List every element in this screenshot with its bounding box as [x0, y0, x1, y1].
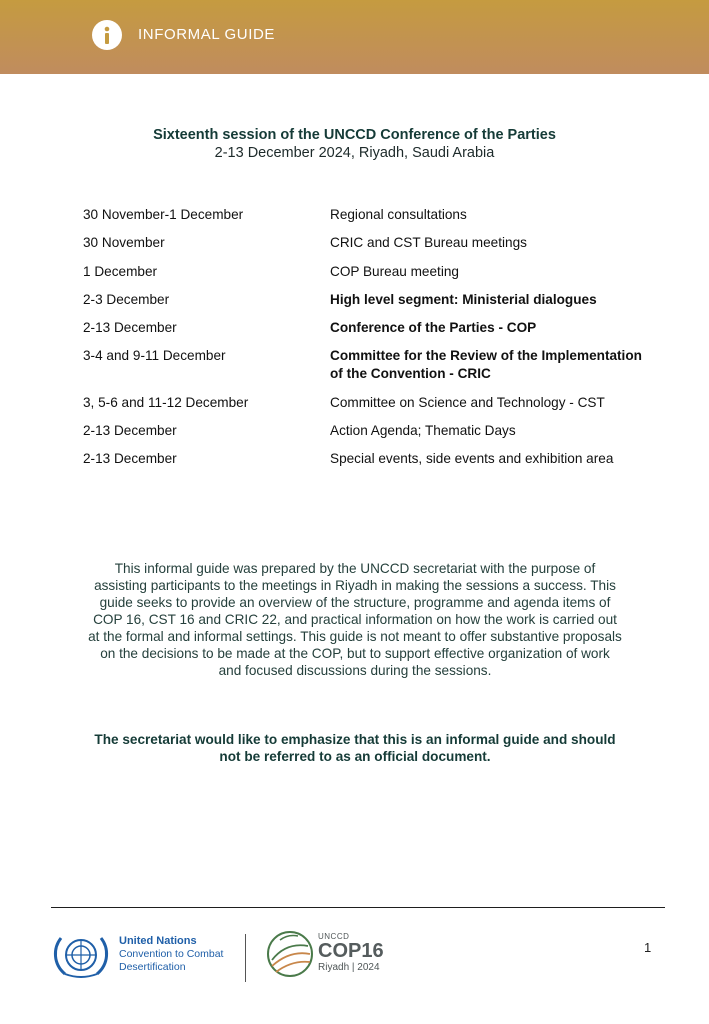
schedule-event: Committee for the Review of the Implementation of the Convention - CRIC — [330, 348, 642, 382]
schedule-date: 2-13 December — [83, 320, 177, 336]
schedule-row — [83, 347, 663, 383]
header-banner — [0, 0, 709, 74]
schedule-row — [83, 291, 663, 309]
session-dates: 2-13 December 2024, Riyadh, Saudi Arabia — [214, 145, 495, 161]
schedule-event: Special events, side events and exhibition area — [330, 451, 614, 467]
schedule-row — [83, 206, 663, 224]
page-number: 1 — [644, 940, 652, 955]
schedule-row — [83, 234, 663, 252]
session-title: Sixteenth session of the UNCCD Conference of the Parties — [153, 127, 556, 143]
intro-paragraph: This informal guide was prepared by the UNCCD secretariat with the purpose of assisting participants to the meetings in Riyadh in making the sessions a success. This guide seeks to provide an overview of the structure, programme and agenda items of COP 16, CST 16 and CRIC 22, and practical information on how the work is carried out at the formal and informal settings. This guide is not meant to offer substantive proposals on the decisions to be made at the COP, but to support effective organization of work and focused discussions during the sessions. — [88, 561, 622, 678]
document-title — [0, 127, 709, 162]
cop-unccd-label: UNCCD — [318, 932, 350, 941]
cop16-wordmark — [318, 932, 384, 974]
schedule-row — [83, 263, 663, 281]
schedule-date: 30 November-1 December — [83, 207, 244, 222]
schedule-date: 1 December — [83, 263, 158, 279]
schedule-date: 2-3 December — [83, 291, 170, 307]
disclaimer-note: The secretariat would like to emphasize that this is an informal guide and should not be referred to as an official document. — [94, 732, 616, 764]
un-name: United Nations — [119, 935, 197, 947]
schedule-event: Committee on Science and Technology - CST — [330, 394, 605, 410]
un-subtitle-1: Convention to Combat — [119, 948, 224, 960]
schedule-date: 3, 5-6 and 11-12 December — [83, 394, 249, 410]
schedule-event: High level segment: Ministerial dialogues — [330, 291, 597, 307]
cop-location-year: Riyadh | 2024 — [318, 962, 380, 973]
un-convention-wordmark — [119, 935, 223, 974]
un-subtitle-2: Desertification — [119, 961, 186, 973]
schedule-row — [83, 450, 663, 468]
un-emblem-logo — [51, 930, 111, 985]
schedule-table — [83, 206, 663, 479]
cop16-emblem-logo — [266, 930, 316, 985]
schedule-event: Conference of the Parties - COP — [330, 320, 537, 336]
schedule-date: 2-13 December — [83, 451, 177, 467]
schedule-event: Regional consultations — [330, 207, 467, 222]
schedule-event: CRIC and CST Bureau meetings — [330, 235, 527, 251]
schedule-event: COP Bureau meeting — [330, 263, 459, 279]
info-icon — [92, 20, 122, 50]
schedule-row — [83, 319, 663, 337]
footer-divider — [51, 907, 665, 908]
schedule-row — [83, 394, 663, 412]
schedule-date: 2-13 December — [83, 423, 177, 439]
schedule-date: 3-4 and 9-11 December — [83, 348, 226, 364]
schedule-event: Action Agenda; Thematic Days — [330, 423, 516, 439]
schedule-row — [83, 422, 663, 440]
schedule-date: 30 November — [83, 235, 165, 251]
cop-title: COP16 — [318, 940, 384, 962]
logo-divider — [245, 934, 246, 982]
header-label: INFORMAL GUIDE — [138, 26, 276, 43]
